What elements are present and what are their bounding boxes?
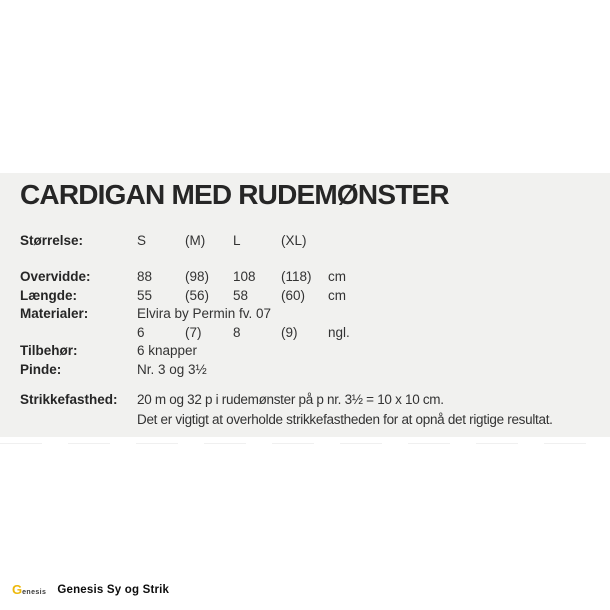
table-row-pinde <box>20 361 610 379</box>
cell-value: Elvira by Permin fv. 07 <box>137 306 272 321</box>
gauge-line-2: Det er vigtigt at overholde strikkefastheden for at opnå det rigtige resultat. <box>137 412 553 427</box>
row-label <box>20 324 137 342</box>
size-value: (M) <box>185 233 206 248</box>
gauge-text <box>137 390 553 430</box>
cell-unit: cm <box>328 288 346 303</box>
pattern-info-card <box>0 173 610 437</box>
size-value: S <box>137 233 147 248</box>
cell-value: (60) <box>281 288 306 303</box>
cell-value: 8 <box>233 325 241 340</box>
genesis-logo-icon <box>12 584 46 596</box>
cell-value: 6 knapper <box>137 343 198 358</box>
cell-value: Nr. 3 og 3½ <box>137 362 207 377</box>
gauge-line-1: 20 m og 32 p i rudemønster på p nr. 3½ = 10 x 10 cm. <box>137 392 444 407</box>
size-value: L <box>233 233 241 248</box>
size-header-row <box>20 232 610 250</box>
cell-unit: cm <box>328 269 346 284</box>
footer <box>12 582 169 598</box>
table-row-materialer <box>20 305 610 323</box>
cell-value: (7) <box>185 325 202 340</box>
row-label: Pinde: <box>20 362 62 377</box>
cell-value: (9) <box>281 325 298 340</box>
row-label: Længde: <box>20 288 77 303</box>
page-title: CARDIGAN MED RUDEMØNSTER <box>20 179 449 210</box>
size-value <box>328 232 610 250</box>
row-label: Materialer: <box>20 306 89 321</box>
logo-g-glyph: G <box>12 582 23 597</box>
row-label: Tilbehør: <box>20 343 78 358</box>
cell-value: 58 <box>233 288 249 303</box>
logo-wordmark: enesis <box>22 589 47 596</box>
cell-value: 6 <box>137 325 145 340</box>
gauge-section <box>20 390 610 430</box>
table-row-yarn-amounts <box>20 324 610 342</box>
cell-value: (56) <box>185 288 210 303</box>
cell-value: 55 <box>137 288 153 303</box>
cell-value: 88 <box>137 269 153 284</box>
cell-unit: ngl. <box>328 325 350 340</box>
brand-name: Genesis Sy og Strik <box>57 584 170 596</box>
size-value: (XL) <box>281 233 307 248</box>
cell-value: (118) <box>281 269 312 284</box>
row-label: Størrelse: <box>20 233 84 248</box>
cell-value: (98) <box>185 269 210 284</box>
scan-edge-line <box>0 443 610 444</box>
cell-value: 108 <box>233 269 256 284</box>
row-label: Overvidde: <box>20 269 91 284</box>
table-row-laengde <box>20 287 610 305</box>
row-label: Strikkefasthed: <box>20 392 118 407</box>
table-row-tilbehoer <box>20 342 610 360</box>
table-row-overvidde <box>20 268 610 286</box>
